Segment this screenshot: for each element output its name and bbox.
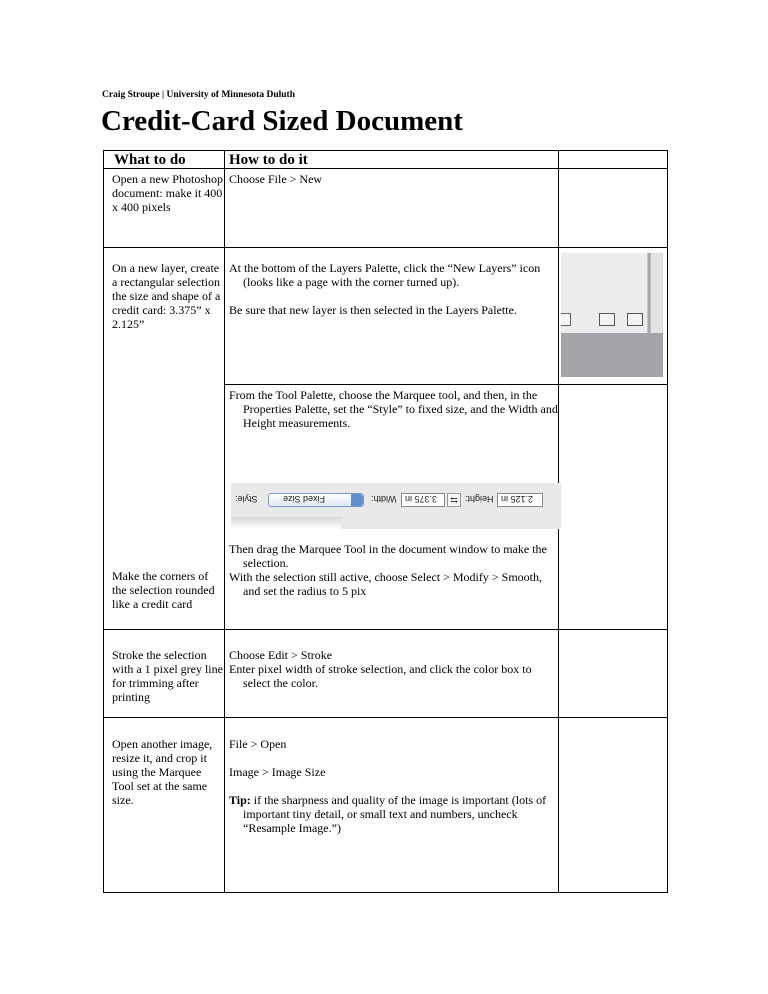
layers-palette-screenshot	[561, 253, 663, 377]
step-text: File > Open	[229, 737, 287, 751]
trash-icon	[627, 313, 643, 326]
row-2-how	[229, 261, 559, 317]
step-text: Be sure that new layer is then selected in the Layers Palette.	[229, 303, 517, 317]
row-1-how	[229, 172, 559, 186]
height-value: 2.125 in	[501, 494, 534, 504]
byline: Craig Stroupe | University of Minnesota Duluth	[102, 90, 295, 100]
step-text: Enter pixel width of stroke selection, and click the color box to select the color.	[229, 662, 532, 690]
page-title: Credit-Card Sized Document	[101, 105, 463, 137]
header-what-to-do: What to do	[114, 152, 186, 168]
row-2-what: On a new layer, create a rectangular selection the size and shape of a credit card: 3.375” x 2.125”	[112, 261, 221, 331]
instructions-table	[103, 150, 668, 893]
column-divider	[224, 151, 225, 892]
row-divider	[104, 629, 667, 630]
step-text: Choose File > New	[229, 172, 323, 186]
step-text: Image > Image Size	[229, 765, 326, 779]
style-value: Fixed Size	[283, 494, 326, 504]
row-5-what: Stroke the selection with a 1 pixel grey line for trimming after printing	[112, 648, 223, 704]
tip-text	[229, 793, 559, 835]
tip-body: if the sharpness and quality of the image is important (lots of important tiny detail, or small text and numbers, uncheck “Resample Image.”)	[243, 793, 547, 835]
row-5-how	[229, 648, 559, 690]
width-value: 3.375 in	[405, 494, 438, 504]
header-how-to-do-it: How to do it	[229, 152, 308, 168]
step-text: With the selection still active, choose Select > Modify > Smooth, and set the radius to 5 pix	[229, 570, 542, 598]
row-6-how	[229, 737, 559, 835]
row-divider	[104, 247, 667, 248]
swap-arrows-icon: ⇆	[447, 493, 461, 507]
style-select	[268, 493, 364, 507]
new-layer-icon	[599, 313, 615, 326]
tip-label: Tip:	[229, 793, 251, 807]
row-divider	[104, 168, 667, 169]
row-4-what: Make the corners of the selection rounded like a credit card	[112, 569, 215, 611]
step-text: Then drag the Marquee Tool in the document window to make the selection.	[229, 542, 547, 570]
row-3-how	[229, 388, 559, 430]
step-text: At the bottom of the Layers Palette, click the “New Layers” icon (looks like a page with the corner turned up).	[229, 261, 541, 289]
palette-bottom-bar	[561, 333, 663, 377]
step-text: Choose Edit > Stroke	[229, 648, 333, 662]
folder-icon	[561, 313, 571, 326]
row-3-how-continued	[229, 542, 559, 570]
width-label: Width:	[371, 494, 397, 504]
row-1-what: Open a new Photoshop document: make it 400 x 400 pixels	[112, 172, 223, 214]
height-field	[497, 493, 543, 507]
chevron-updown-icon	[351, 494, 363, 506]
row-divider	[224, 384, 667, 385]
style-label: Style:	[235, 494, 258, 504]
height-label: Height:	[465, 494, 494, 504]
properties-palette-screenshot	[231, 483, 561, 529]
palette-fade	[231, 517, 341, 529]
row-4-how	[229, 570, 559, 598]
step-text: From the Tool Palette, choose the Marquee tool, and then, in the Properties Palette, set the “Style” to fixed size, and the Width and Height measurements.	[229, 388, 558, 430]
width-field	[401, 493, 445, 507]
row-6-what: Open another image, resize it, and crop it using the Marquee Tool set at the same size.	[112, 737, 213, 807]
row-divider	[104, 717, 667, 718]
